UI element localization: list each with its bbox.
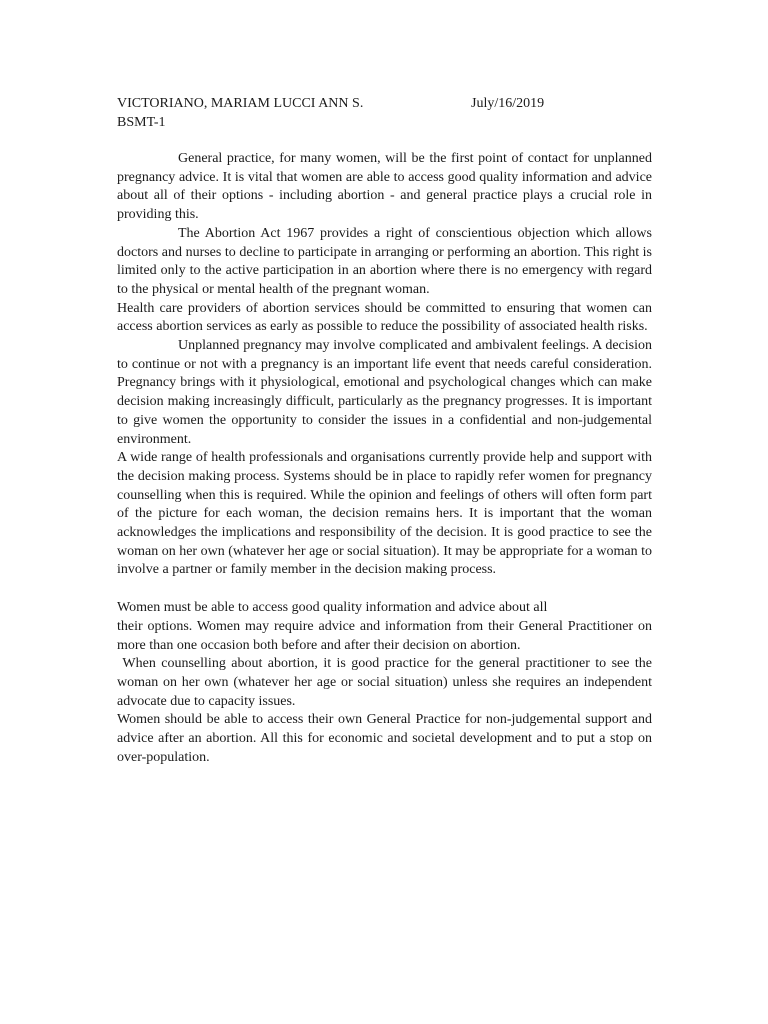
paragraph-their-options: their options. Women may require advice and information from their General Practitioner on more than one occasion both before and after their decision on abortion.: [117, 618, 652, 653]
course-label: BSMT-1: [117, 115, 166, 130]
header-line: [117, 94, 652, 113]
paragraph-abortion-act: The Abortion Act 1967 provides a right of conscientious objection which allows doctors and nurses to decline to participate in arranging or performing an abortion. This right is limited only to the active participation in an abortion where there is no emergency with regard to the physical or mental health of the pregnant woman.: [117, 225, 652, 297]
paragraph-counselling: When counselling about abortion, it is good practice for the general practitioner to see the woman on her own (whatever her age or social situation) unless she requires an independent advocate due to capacity issues.: [117, 656, 656, 709]
paragraph-access-information: Women must be able to access good quality information and advice about all: [117, 600, 548, 616]
paragraph-health-professionals: A wide range of health professionals and organisations currently provide help and support with the decision making process. Systems should be in place to rapidly refer women for pregnancy counselling when this is required. While the opinion and feelings of others will often form part of the picture for each woman, the decision remains hers. It is important that the woman acknowledges the implications and responsibility of the decision. It is good practice to see the woman on her own (whatever her age or social situation). It may be appropriate for a woman to involve a partner or family member in the decision making process.: [117, 450, 652, 578]
author-name: VICTORIANO, MARIAM LUCCI ANN S.: [117, 96, 364, 111]
paragraph-general-practice: General practice, for many women, will be the first point of contact for unplanned pregnancy advice. It is vital that women are able to access good quality information and advice about all of their options - including abortion - and general practice plays a crucial role in providing this.: [117, 151, 652, 223]
spacer: [117, 580, 652, 599]
paragraph-general-practice-access: Women should be able to access their own General Practice for non-judgemental support and advice after an abortion. All this for economic and societal development and to put a stop on over-population.: [117, 712, 652, 765]
paragraph-unplanned-pregnancy: Unplanned pregnancy may involve complicated and ambivalent feelings. A decision to continue or not with a pregnancy is an important life event that needs careful consideration. Pregnancy brings with it physiological, emotional and psychological changes which can make decision making increasingly difficult, particularly as the pregnancy progresses. It is important to give women the opportunity to consider the issues in a confidential and non-judgemental environment.: [117, 338, 652, 447]
paragraph-health-care-providers: Health care providers of abortion services should be committed to ensuring that women can access abortion services as early as possible to reduce the possibility of associated health risks.: [117, 300, 652, 335]
document-date: July/16/2019: [471, 96, 545, 111]
document-body: [117, 94, 656, 768]
spacer: [117, 132, 652, 150]
